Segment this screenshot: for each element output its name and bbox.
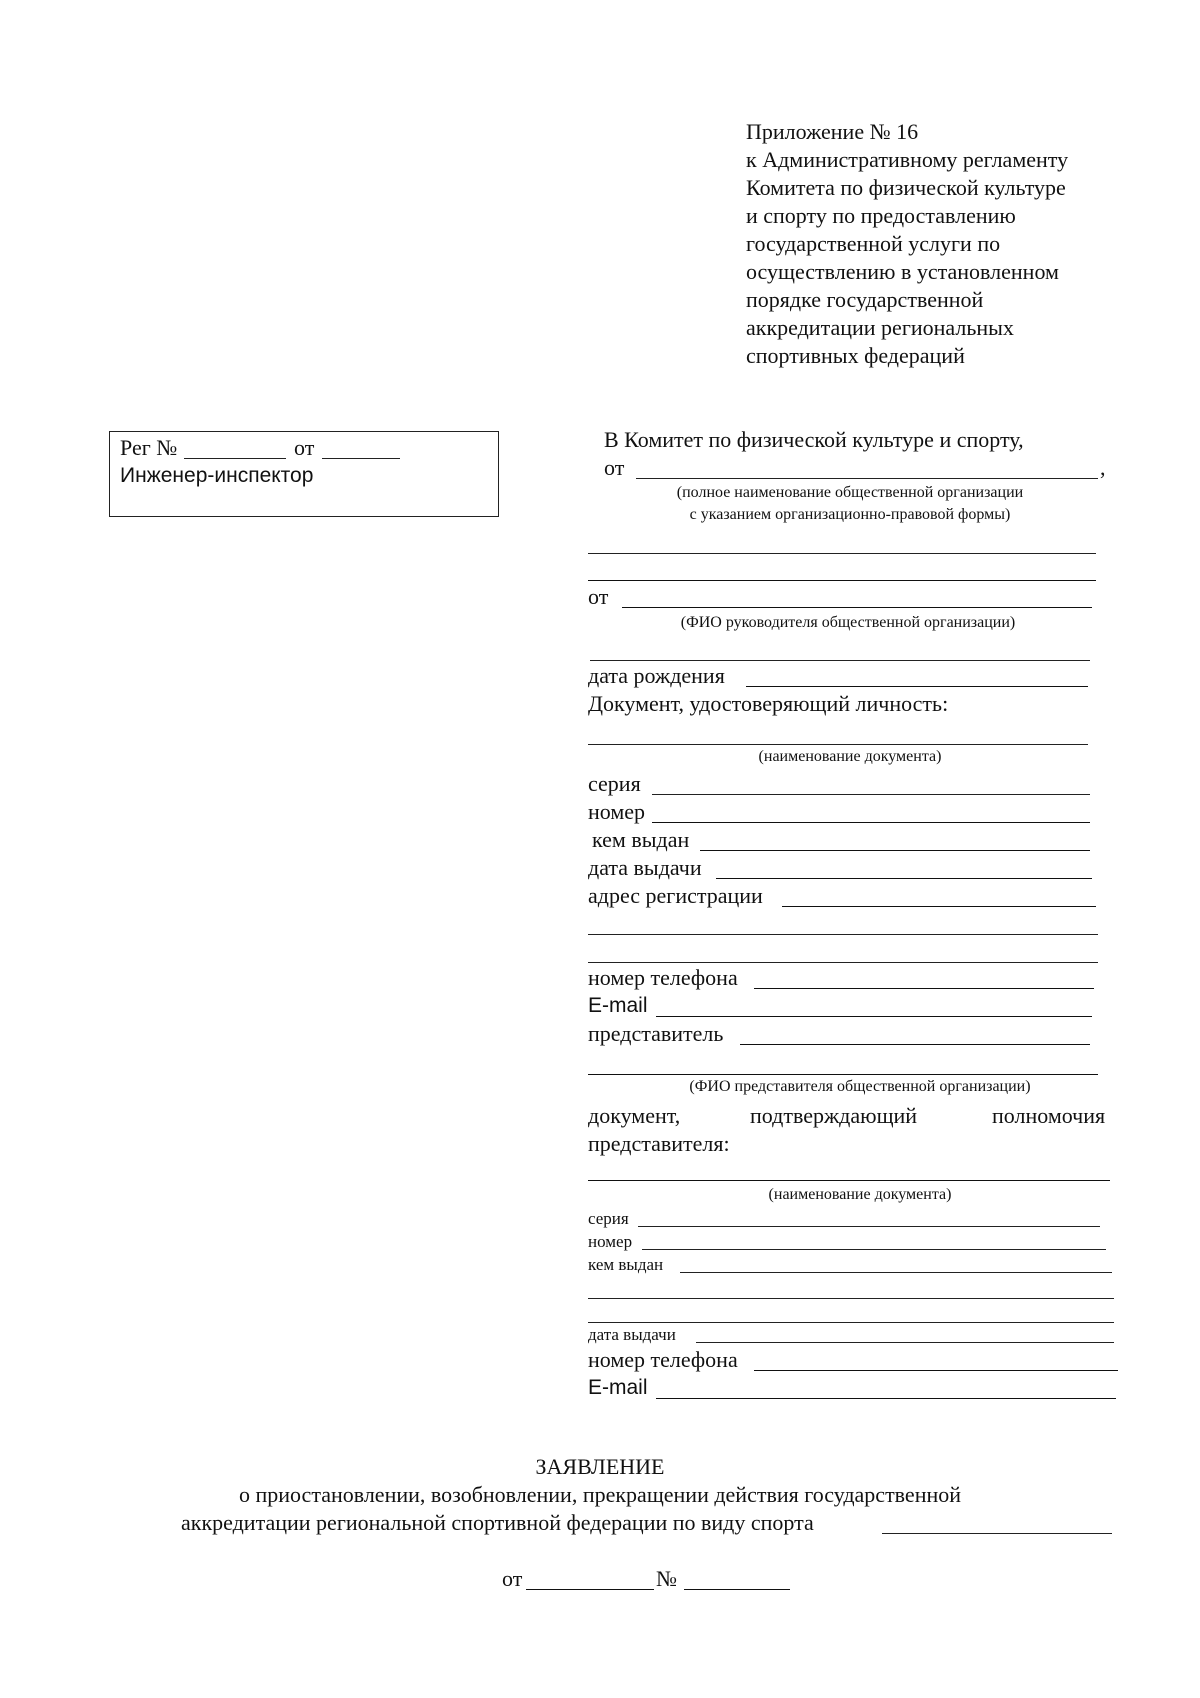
- rep-series-field[interactable]: [638, 1226, 1100, 1227]
- number-label: номер: [588, 799, 646, 824]
- application-date-field[interactable]: [526, 1589, 654, 1590]
- addressee-from-label: от: [604, 455, 625, 480]
- reg-number-label: Рег №: [120, 435, 178, 460]
- rep-document-field[interactable]: [588, 1180, 1110, 1181]
- org-caption-line1: (полное наименование общественной организации: [676, 484, 1024, 501]
- application-number-field[interactable]: [684, 1589, 790, 1590]
- rep-phone-label: номер телефона: [588, 1347, 738, 1372]
- id-document-label: Документ, удостоверяющий личность:: [588, 691, 949, 716]
- rep-document-caption: (наименование документа): [768, 1186, 952, 1203]
- phone-field[interactable]: [754, 988, 1094, 989]
- number-field[interactable]: [652, 822, 1090, 823]
- reg-address-field-2[interactable]: [588, 934, 1098, 935]
- issued-by-field[interactable]: [700, 850, 1090, 851]
- rep-email-label: E-mail: [588, 1376, 648, 1399]
- series-label: серия: [588, 771, 641, 796]
- reg-date-field[interactable]: [322, 458, 400, 459]
- id-document-caption: (наименование документа): [758, 748, 942, 765]
- rep-doc-word2: подтверждающий: [750, 1103, 918, 1128]
- representative-field-2[interactable]: [588, 1074, 1098, 1075]
- issue-date-label: дата выдачи: [588, 855, 702, 880]
- issued-by-label: кем выдан: [592, 827, 690, 852]
- appendix-line: спортивных федераций: [746, 343, 965, 368]
- rep-email-field[interactable]: [656, 1398, 1116, 1399]
- sport-type-field[interactable]: [882, 1533, 1112, 1534]
- appendix-line: осуществлению в установленном: [746, 259, 1059, 284]
- head-name-field[interactable]: [622, 607, 1092, 608]
- document-title: ЗАЯВЛЕНИЕ: [535, 1454, 665, 1479]
- reg-date-label: от: [294, 435, 315, 460]
- rep-issue-date-label: дата выдачи: [588, 1325, 676, 1344]
- appendix-line: Приложение № 16: [746, 119, 919, 144]
- appendix-line: порядке государственной: [746, 287, 984, 312]
- appendix-line: и спорту по предоставлению: [746, 203, 1016, 228]
- rep-number-label: номер: [588, 1232, 633, 1251]
- head-name-field-2[interactable]: [590, 660, 1090, 661]
- reg-address-field-3[interactable]: [588, 962, 1098, 963]
- rep-series-label: серия: [588, 1209, 629, 1228]
- organization-name-field-2[interactable]: [588, 553, 1096, 554]
- rep-doc-word3: полномочия: [992, 1103, 1106, 1128]
- head-from-label: от: [588, 584, 609, 609]
- head-caption: (ФИО руководителя общественной организации): [680, 614, 1016, 631]
- registration-box: [109, 431, 499, 517]
- issue-date-field[interactable]: [716, 878, 1092, 879]
- rep-issued-by-field[interactable]: [680, 1272, 1112, 1273]
- birth-date-field[interactable]: [746, 686, 1088, 687]
- rep-phone-field[interactable]: [754, 1370, 1118, 1371]
- rep-issued-by-field-2[interactable]: [588, 1298, 1114, 1299]
- appendix-line: к Административному регламенту: [746, 147, 1069, 172]
- representative-field[interactable]: [740, 1044, 1090, 1045]
- email-field[interactable]: [656, 1016, 1092, 1017]
- appendix-line: Комитета по физической культуре: [746, 175, 1066, 200]
- title-line2: аккредитации региональной спортивной федерации по виду спорта: [181, 1510, 814, 1535]
- appendix-line: государственной услуги по: [746, 231, 1001, 256]
- rep-issued-by-label: кем выдан: [588, 1255, 664, 1274]
- rep-doc-line2: представителя:: [588, 1131, 730, 1156]
- organization-name-field[interactable]: [636, 478, 1098, 479]
- org-caption-line2: с указанием организационно-правовой формы): [689, 506, 1011, 523]
- application-date-label: от: [502, 1566, 523, 1591]
- addressee-to: В Комитет по физической культуре и спорту,: [604, 427, 1024, 452]
- id-document-field[interactable]: [588, 744, 1088, 745]
- reg-address-field[interactable]: [782, 906, 1096, 907]
- birth-date-label: дата рождения: [588, 663, 725, 688]
- phone-label: номер телефона: [588, 965, 738, 990]
- reg-number-field[interactable]: [184, 458, 286, 459]
- email-label: E-mail: [588, 994, 648, 1017]
- reg-address-label: адрес регистрации: [588, 883, 763, 908]
- representative-label: представитель: [588, 1021, 724, 1046]
- rep-issued-by-field-3[interactable]: [588, 1322, 1114, 1323]
- rep-issue-date-field[interactable]: [696, 1342, 1114, 1343]
- organization-name-field-3[interactable]: [588, 580, 1096, 581]
- representative-caption: (ФИО представителя общественной организации): [689, 1078, 1031, 1095]
- appendix-line: аккредитации региональных: [746, 315, 1014, 340]
- comma: ,: [1100, 455, 1106, 480]
- application-number-label: №: [656, 1566, 677, 1591]
- title-line1: о приостановлении, возобновлении, прекращении действия государственной: [238, 1482, 962, 1507]
- rep-number-field[interactable]: [642, 1249, 1106, 1250]
- series-field[interactable]: [652, 794, 1090, 795]
- inspector-label: Инженер-инспектор: [120, 464, 314, 487]
- rep-doc-word1: документ,: [588, 1103, 681, 1128]
